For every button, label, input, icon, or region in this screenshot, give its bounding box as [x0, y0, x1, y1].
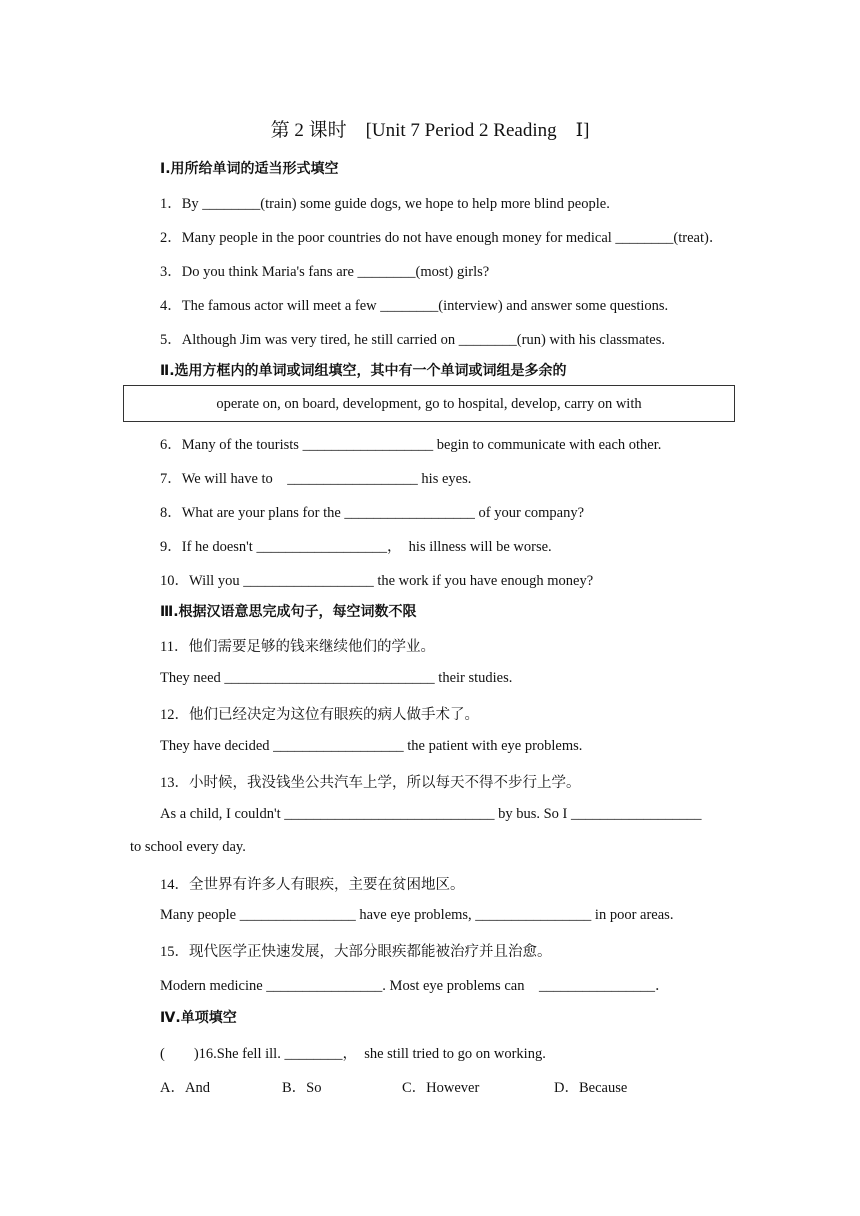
question-6: 6．Many of the tourists __________________ begin to communicate with each other.: [160, 437, 662, 453]
question-14-answer-line: Many people ________________ have eye problems, ________________ in poor areas.: [160, 907, 674, 923]
question-10: 10．Will you __________________ the work if you have enough money?: [160, 573, 594, 589]
question-4: 4．The famous actor will meet a few ________(interview) and answer some questions.: [160, 298, 669, 314]
question-1: 1．By ________(train) some guide dogs, we hope to help more blind people.: [160, 196, 610, 212]
question-2: 2．Many people in the poor countries do not have enough money for medical ________(treat)．: [160, 230, 724, 246]
question-5: 5．Although Jim was very tired, he still carried on ________(run) with his classmates.: [160, 332, 665, 348]
question-14-prompt: 14．全世界有许多人有眼疾，主要在贫困地区。: [160, 877, 465, 893]
section-heading-2: Ⅱ.选用方框内的单词或词组填空，其中有一个单词或词组是多余的: [160, 363, 567, 379]
question-13-answer-continuation: to school every day.: [130, 839, 246, 855]
page-title: 第 2 课时 [Unit 7 Period 2 Reading Ⅰ]: [270, 120, 590, 141]
section-heading-1: Ⅰ.用所给单词的适当形式填空: [160, 161, 339, 177]
question-16: ( )16.She fell ill. ________， she still tried to go on working.: [160, 1046, 546, 1062]
option-d: D．Because: [554, 1080, 628, 1096]
section-heading-3: Ⅲ.根据汉语意思完成句子，每空词数不限: [160, 604, 417, 620]
question-12-prompt: 12．他们已经决定为这位有眼疾的病人做手术了。: [160, 707, 479, 723]
question-8: 8．What are your plans for the __________________ of your company?: [160, 505, 585, 521]
word-box: operate on, on board, development, go to hospital, develop, carry on with: [123, 385, 735, 422]
question-13-prompt: 13．小时候，我没钱坐公共汽车上学，所以每天不得不步行上学。: [160, 775, 581, 791]
option-c: C．However: [402, 1080, 480, 1096]
question-15-prompt: 15．现代医学正快速发展，大部分眼疾都能被治疗并且治愈。: [160, 944, 552, 960]
question-12-answer-line: They have decided __________________ the patient with eye problems.: [160, 738, 583, 754]
question-13-answer-line: As a child, I couldn't _____________________________ by bus. So I __________________: [160, 806, 702, 822]
question-7: 7．We will have to __________________ his eyes.: [160, 471, 472, 487]
question-11-answer-line: They need _____________________________ their studies.: [160, 670, 513, 686]
section-heading-4: Ⅳ.单项填空: [160, 1010, 237, 1026]
option-b: B．So: [282, 1080, 322, 1096]
option-a: A．And: [160, 1080, 210, 1096]
question-3: 3．Do you think Maria's fans are ________(most) girls?: [160, 264, 490, 280]
question-15-answer-line: Modern medicine ________________. Most eye problems can ________________．: [160, 978, 670, 994]
question-11-prompt: 11．他们需要足够的钱来继续他们的学业。: [160, 639, 435, 655]
question-9: 9．If he doesn't __________________， his illness will be worse.: [160, 539, 552, 555]
